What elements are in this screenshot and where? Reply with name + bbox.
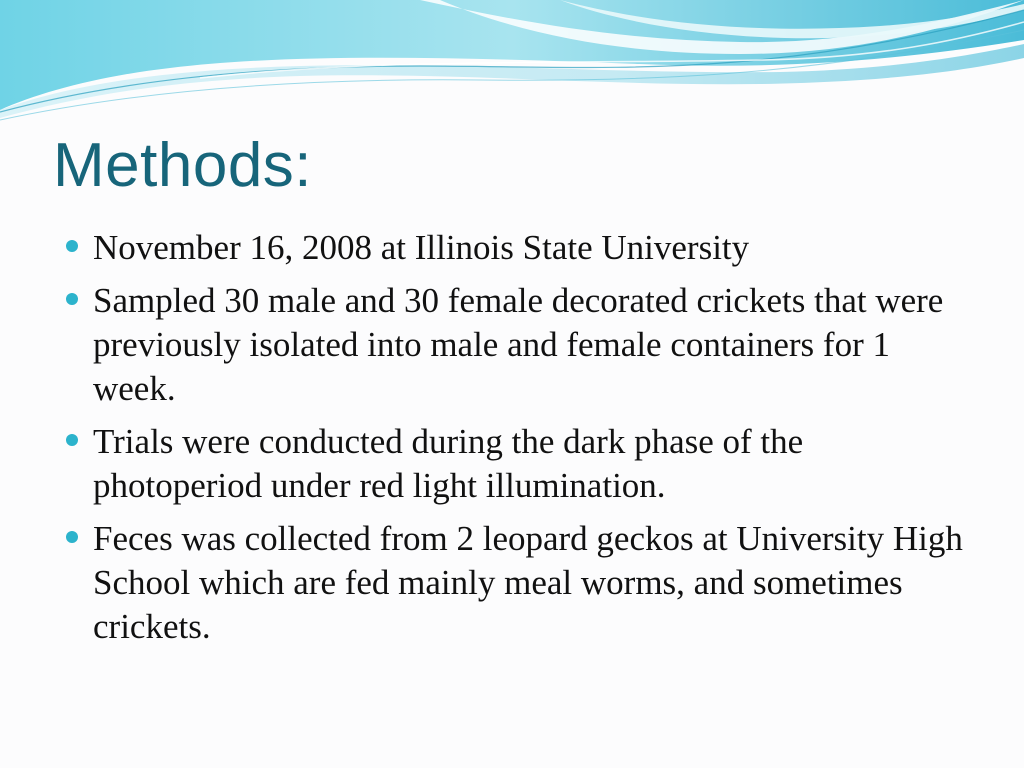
circle-bullet-icon: [66, 240, 78, 252]
bullet-text: Sampled 30 male and 30 female decorated crickets that were previously isolated into male and female containers for 1 week.: [93, 281, 944, 408]
circle-bullet-icon: [66, 434, 78, 446]
decorative-wave-header: [0, 0, 1024, 130]
circle-bullet-icon: [66, 531, 78, 543]
bullet-text: November 16, 2008 at Illinois State University: [93, 228, 750, 267]
bullet-item: [60, 279, 980, 411]
circle-bullet-icon: [66, 293, 78, 305]
bullet-item: [60, 226, 980, 270]
bullet-text: Trials were conducted during the dark phase of the photoperiod under red light illumination.: [93, 422, 804, 505]
bullet-item: [60, 420, 980, 508]
bullet-text: Feces was collected from 2 leopard geckos at University High School which are fed mainly meal worms, and sometimes crickets.: [93, 519, 963, 646]
bullet-list: [60, 226, 980, 658]
slide-title: Methods:: [53, 131, 313, 200]
bullet-item: [60, 517, 980, 649]
